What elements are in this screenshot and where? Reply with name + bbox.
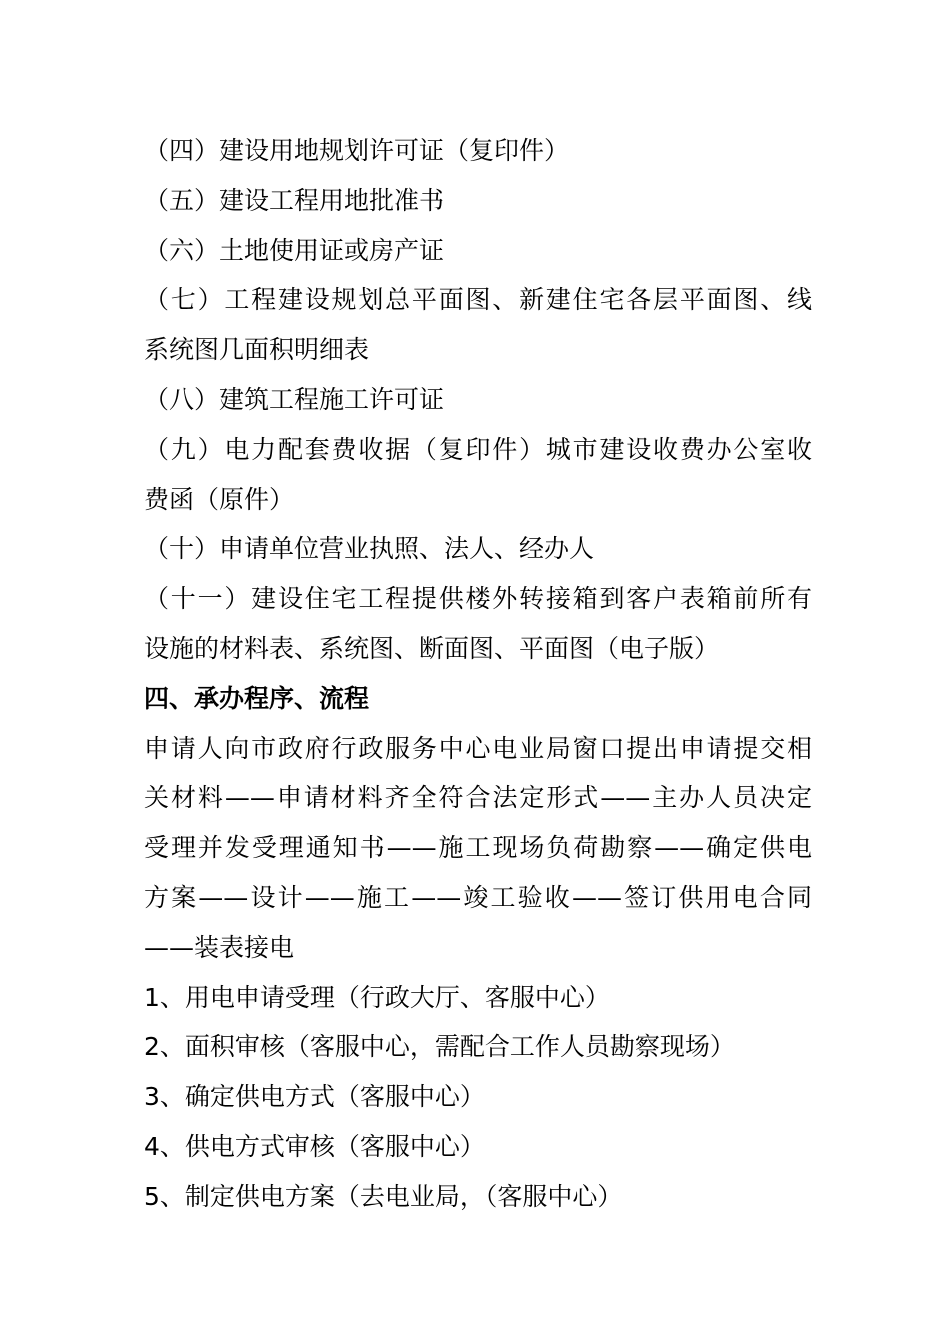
list-item-4: （四）建设用地规划许可证（复印件） [144, 136, 570, 165]
list-item-7-line-2: 系统图几面积明细表 [144, 335, 370, 365]
list-item-11-line-2: 设施的材料表、系统图、断面图、平面图（电子版） [144, 633, 720, 663]
section-heading: 四、承办程序、流程 [144, 683, 370, 713]
list-item-9-line-1: （九）电力配套费收据（复印件）城市建设收费办公室收 [144, 434, 812, 464]
step-item-1: 1、用电申请受理（行政大厅、客服中心） [144, 982, 610, 1012]
process-line-3: 受理并发受理通知书——施工现场负荷勘察——确定供电 [144, 833, 812, 863]
step-item-5: 5、制定供电方案（去电业局，（客服中心） [144, 1181, 623, 1211]
step-item-2: 2、面积审核（客服中心，需配合工作人员勘察现场） [144, 1032, 735, 1062]
document-page [144, 126, 812, 1222]
step-item-4: 4、供电方式审核（客服中心） [144, 1131, 485, 1161]
process-line-2: 关材料——申请材料齐全符合法定形式——主办人员决定 [144, 783, 812, 813]
list-item-8: （八）建筑工程施工许可证 [144, 384, 445, 414]
list-item-9-line-2: 费函（原件） [144, 484, 295, 514]
list-item-7-line-1: （七）工程建设规划总平面图、新建住宅各层平面图、线 [144, 285, 812, 315]
process-line-1: 申请人向市政府行政服务中心电业局窗口提出申请提交相 [144, 733, 812, 763]
list-item-5: （五）建设工程用地批准书 [144, 185, 445, 215]
list-item-6: （六）土地使用证或房产证 [144, 235, 445, 265]
process-line-4: 方案——设计——施工——竣工验收——签订供用电合同 [144, 882, 812, 912]
step-item-3: 3、确定供电方式（客服中心） [144, 1082, 485, 1112]
process-line-5: ——装表接电 [144, 932, 295, 962]
list-item-11-line-1: （十一）建设住宅工程提供楼外转接箱到客户表箱前所有 [144, 584, 812, 614]
list-item-10: （十）申请单位营业执照、法人、经办人 [144, 534, 595, 564]
